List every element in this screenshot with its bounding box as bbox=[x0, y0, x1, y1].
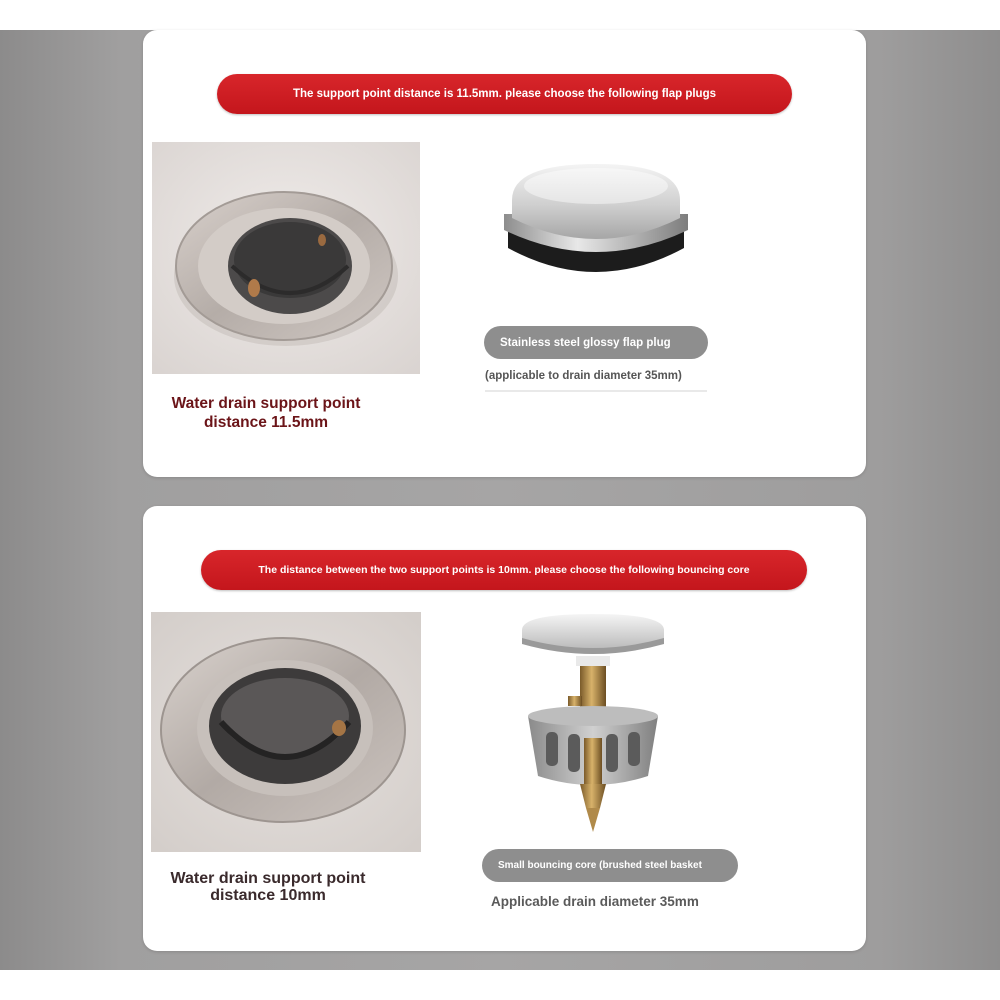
product-label: Stainless steel glossy flap plug bbox=[484, 326, 708, 359]
panel-banner: The support point distance is 11.5mm. please choose the following flap plugs bbox=[217, 74, 792, 114]
divider bbox=[485, 390, 707, 392]
product-label: Small bouncing core (brushed steel basket bbox=[482, 849, 738, 882]
drain-caption: Water drain support point distance 11.5mm bbox=[171, 395, 361, 431]
panel-bouncing-core bbox=[143, 506, 866, 951]
bouncing-core-photo bbox=[508, 608, 678, 844]
drain-photo-10mm bbox=[151, 612, 421, 852]
panel-flap-plug bbox=[143, 30, 866, 477]
product-note: (applicable to drain diameter 35mm) bbox=[485, 370, 682, 382]
product-note: Applicable drain diameter 35mm bbox=[491, 894, 699, 909]
drain-photo-11-5mm bbox=[152, 142, 420, 374]
flap-plug-photo bbox=[498, 156, 694, 304]
drain-caption: Water drain support point distance 10mm bbox=[170, 870, 366, 904]
panel-banner: The distance between the two support points is 10mm. please choose the following bouncing core bbox=[201, 550, 807, 590]
